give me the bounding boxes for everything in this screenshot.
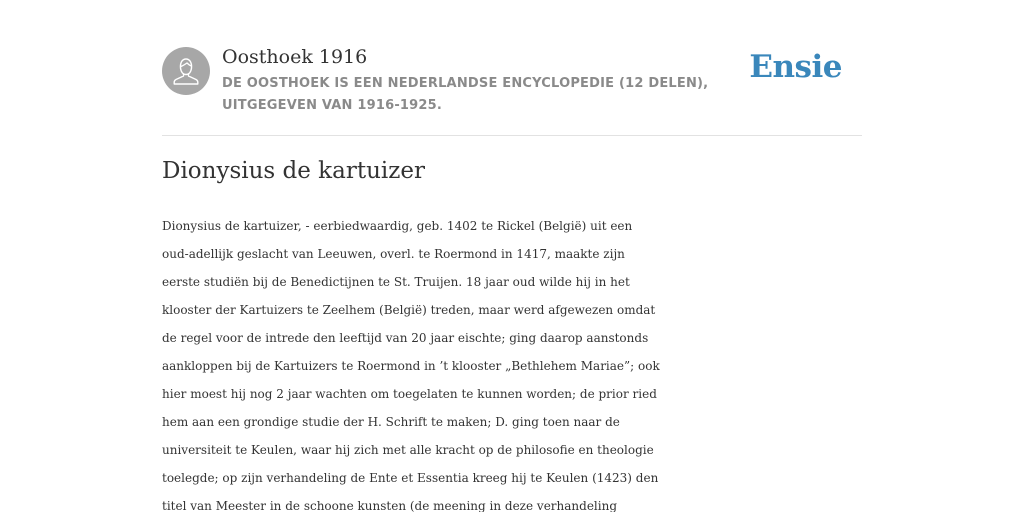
entry-body-line: Dionysius de kartuizer, - eerbiedwaardig, geb. 1402 te Rickel (België) uit een <box>162 219 633 233</box>
entry-title: Dionysius de kartuizer <box>162 158 425 184</box>
header-divider <box>162 135 862 136</box>
entry-body-line: toelegde; op zijn verhandeling de Ente et Essentia kreeg hij te Keulen (1423) den <box>162 471 659 485</box>
entry-body-line: hier moest hij nog 2 jaar wachten om toegelaten te kunnen worden; de prior ried <box>162 387 657 401</box>
source-description: DE OOSTHOEK IS EEN NEDERLANDSE ENCYCLOPEDIE (12 DELEN), UITGEGEVEN VAN 1916-1925. <box>222 76 709 113</box>
entry-body-line: klooster der Kartuizers te Zeelhem (België) treden, maar werd afgewezen omdat <box>162 303 656 317</box>
entry-body-line: oud-adellijk geslacht van Leeuwen, overl. te Roermond in 1417, maakte zijn <box>162 247 625 261</box>
entry-body-line: titel van Meester in de schoone kunsten (de meening in deze verhandeling <box>162 499 618 512</box>
entry-body-line: aankloppen bij de Kartuizers te Roermond in ’t klooster „Bethlehem Mariae”; ook <box>162 359 660 373</box>
source-name: Oosthoek 1916 <box>222 46 368 68</box>
entry-body <box>162 212 872 512</box>
entry-body-line: eerste studiën bij de Benedictijnen te St. Truijen. 18 jaar oud wilde hij in het <box>162 275 630 289</box>
user-silhouette-icon <box>162 47 210 95</box>
entry-body-line: universiteit te Keulen, waar hij zich met alle kracht op de philosofie en theologie <box>162 443 654 457</box>
entry-body-line: hem aan een grondige studie der H. Schrift te maken; D. ging toen naar de <box>162 415 620 429</box>
ensie-logo-link[interactable]: Ensie <box>749 49 842 85</box>
entry-body-line: de regel voor de intrede den leeftijd van 20 jaar eischte; ging daarop aanstonds <box>162 331 649 345</box>
source-header <box>162 44 862 135</box>
